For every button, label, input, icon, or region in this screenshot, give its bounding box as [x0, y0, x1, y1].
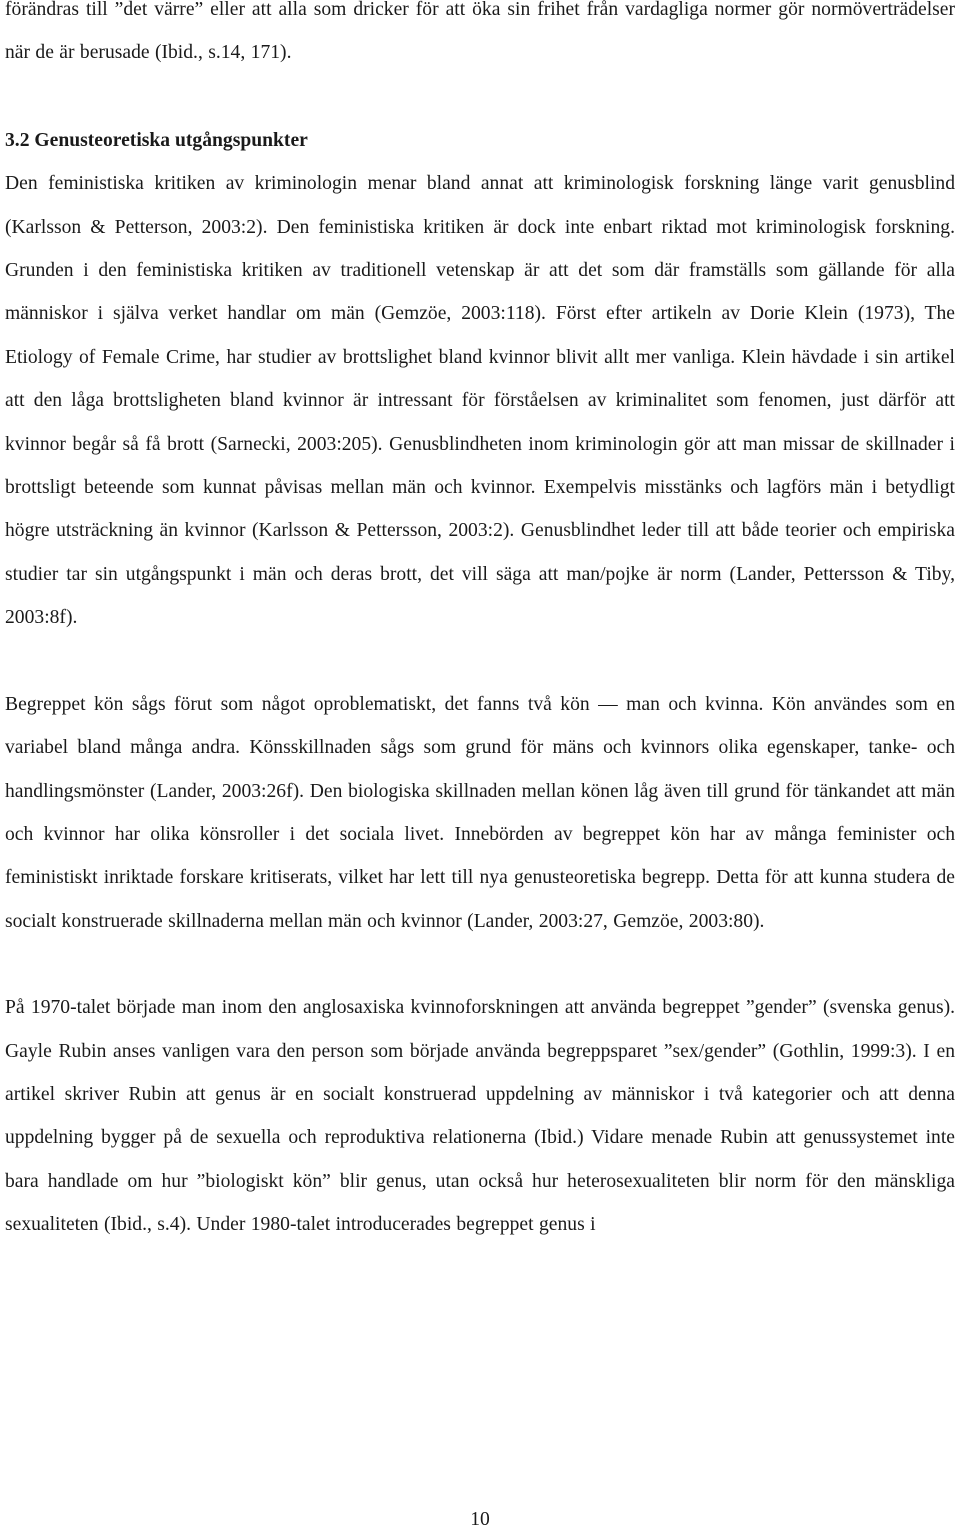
paragraph-gap — [5, 640, 955, 683]
document-page — [5, 0, 955, 1247]
paragraph-feminist-critique: Den feministiska kritiken av kriminologin menar bland annat att kriminologisk forskning länge varit genusblind (Karlsson & Petterson, 2003:2). Den feministiska kritiken är dock inte enbart riktad mot kriminologisk forskning. Grunden i den feministiska kritiken av traditionell vetenskap är att det som där framställs som gällande för alla människor i själva verket handlar om män (Gemzöe, 2003:118). Först efter artikeln av Dorie Klein (1973), The Etiology of Female Crime, har studier av brottslighet bland kvinnor blivit allt mer vanliga. Klein hävdade i sin artikel att den låga brottsligheten bland kvinnor är intressant för förståelsen av kriminalitet som fenomen, just därför att kvinnor begår så få brott (Sarnecki, 2003:205). Genusblindheten inom kriminologin gör att man missar de skillnader i brottsligt beteende som kunnat påvisas mellan män och kvinnor. Exempelvis misstänks och lagförs män i betydligt högre utsträckning än kvinnor (Karlsson & Pettersson, 2003:2). Genusblindhet leder till att både teorier och empiriska studier tar sin utgångspunkt i män och deras brott, det vill säga att man/pojke är norm (Lander, Pettersson & Tiby, 2003:8f). — [5, 173, 955, 629]
page-number: 10 — [470, 1509, 490, 1530]
paragraph-gap — [5, 943, 955, 986]
section-heading: 3.2 Genusteoretiska utgångspunkter — [5, 129, 308, 151]
paragraph-gender-1970s: På 1970-talet började man inom den anglosaxiska kvinnoforskningen att använda begreppet ”gender” (svenska genus). Gayle Rubin anses vanligen vara den person som började använda begreppsparet ”sex/gender” (Gothlin, 1999:3). I en artikel skriver Rubin att genus är en socialt konstruerad uppdelning av människor i två kategorier och att denna uppdelning bygger på de sexuella och reproduktiva relationerna (Ibid.) Vidare menade Rubin att genussystemet inte bara handlade om hur ”biologiskt kön” blir genus, utan också hur heterosexualiteten blir norm för den mänskliga sexualiteten (Ibid., s.4). Under 1980-talet introducerades begreppet genus i — [5, 997, 955, 1236]
paragraph-concept-sex: Begreppet kön sågs förut som något oproblematiskt, det fanns två kön — man och kvinna. Kön användes som en variabel bland många andra. Könsskillnaden sågs som grund för mäns och kvinnors olika egenskaper, tanke- och handlingsmönster (Lander, 2003:26f). Den biologiska skillnaden mellan könen låg även till grund för tänkandet att män och kvinnor har olika könsroller i det sociala livet. Innebörden av begreppet kön har av många feminister och feministiskt inriktade forskare kritiserats, vilket har lett till nya genusteoretiska begrepp. Detta för att kunna studera de socialt konstruerade skillnaderna mellan män och kvinnor (Lander, 2003:27, Gemzöe, 2003:80). — [5, 693, 955, 932]
intro-paragraph: förändras till ”det värre” eller att alla som dricker för att öka sin frihet från vardagliga normer gör normöverträdelser när de är berusade (Ibid., s.14, 171). — [5, 0, 955, 64]
